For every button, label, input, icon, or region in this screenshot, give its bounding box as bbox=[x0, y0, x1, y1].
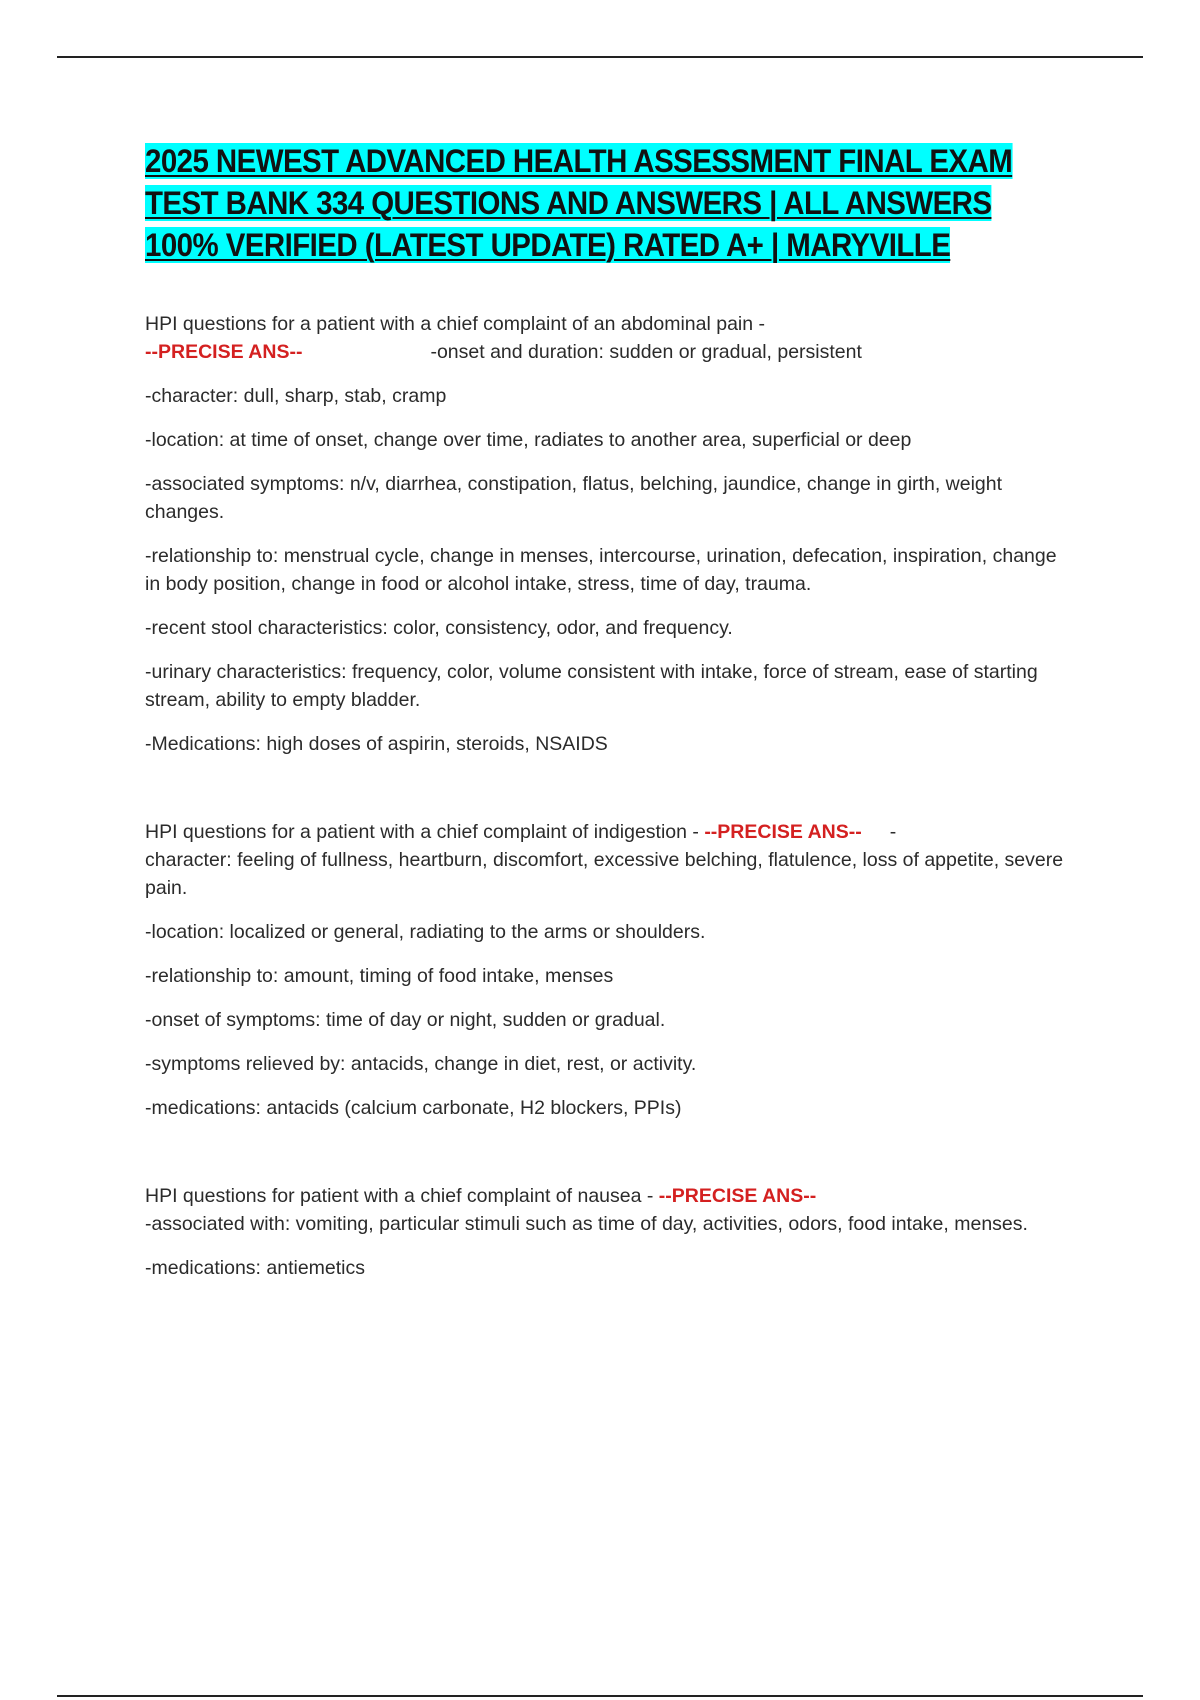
answer-line: -location: localized or general, radiating to the arms or shoulders. bbox=[145, 921, 706, 943]
bottom-divider bbox=[57, 1695, 1143, 1697]
title-line-3: 100% VERIFIED (LATEST UPDATE) RATED A+ | MARYVILLE bbox=[145, 227, 951, 263]
answer-line: -relationship to: amount, timing of food intake, menses bbox=[145, 965, 614, 987]
answer-dash: - bbox=[889, 821, 897, 843]
qa-block-abdominal-pain bbox=[145, 310, 1075, 758]
question-text bbox=[145, 818, 1075, 902]
title-line-2: TEST BANK 334 QUESTIONS AND ANSWERS | ALL ANSWERS bbox=[145, 185, 992, 221]
question-abdominal-pain: HPI questions for a patient with a chief complaint of an abdominal pain - bbox=[145, 313, 766, 335]
answer-line: -associated symptoms: n/v, diarrhea, constipation, flatus, belching, jaundice, change in girth, weight changes. bbox=[145, 473, 1003, 523]
question-indigestion: HPI questions for a patient with a chief complaint of indigestion - bbox=[145, 821, 705, 843]
answer-tag: --PRECISE ANS-- bbox=[145, 341, 303, 363]
answer-line: -associated with: vomiting, particular stimuli such as time of day, activities, odors, food intake, menses. bbox=[145, 1213, 1028, 1235]
answer-line: -symptoms relieved by: antacids, change in diet, rest, or activity. bbox=[145, 1053, 697, 1075]
answer-line: -onset and duration: sudden or gradual, persistent bbox=[430, 341, 862, 363]
answer-line: -relationship to: menstrual cycle, change in menses, intercourse, urination, defecation, inspiration, change in body position, change in food or alcohol intake, stress, time of day, trauma. bbox=[145, 545, 1057, 595]
question-nausea: HPI questions for patient with a chief complaint of nausea - bbox=[145, 1185, 659, 1207]
answer-line: character: feeling of fullness, heartburn, discomfort, excessive belching, flatulence, loss of appetite, severe pain. bbox=[145, 849, 1064, 899]
answer-line: -character: dull, sharp, stab, cramp bbox=[145, 385, 447, 407]
answer-line: -onset of symptoms: time of day or night, sudden or gradual. bbox=[145, 1009, 666, 1031]
answer-line: -recent stool characteristics: color, consistency, odor, and frequency. bbox=[145, 617, 733, 639]
answer-tag: --PRECISE ANS-- bbox=[704, 821, 862, 843]
qa-block-indigestion bbox=[145, 818, 1075, 1122]
question-text bbox=[145, 310, 1075, 366]
question-text bbox=[145, 1182, 1075, 1238]
qa-block-nausea bbox=[145, 1182, 1075, 1282]
answer-line: -medications: antiemetics bbox=[145, 1257, 366, 1279]
answer-tag: --PRECISE ANS-- bbox=[658, 1185, 817, 1207]
title-line-1: 2025 NEWEST ADVANCED HEALTH ASSESSMENT FINAL EXAM bbox=[145, 143, 1013, 179]
document-title bbox=[145, 140, 1083, 266]
top-divider bbox=[57, 56, 1143, 58]
document-body bbox=[145, 140, 1075, 1298]
answer-line: -location: at time of onset, change over time, radiates to another area, superficial or deep bbox=[145, 429, 912, 451]
answer-line: -medications: antacids (calcium carbonate, H2 blockers, PPIs) bbox=[145, 1097, 682, 1119]
answer-line: -urinary characteristics: frequency, color, volume consistent with intake, force of stream, ease of starting stream, ability to empty bladder. bbox=[145, 661, 1038, 711]
answer-line: -Medications: high doses of aspirin, steroids, NSAIDS bbox=[145, 733, 608, 755]
